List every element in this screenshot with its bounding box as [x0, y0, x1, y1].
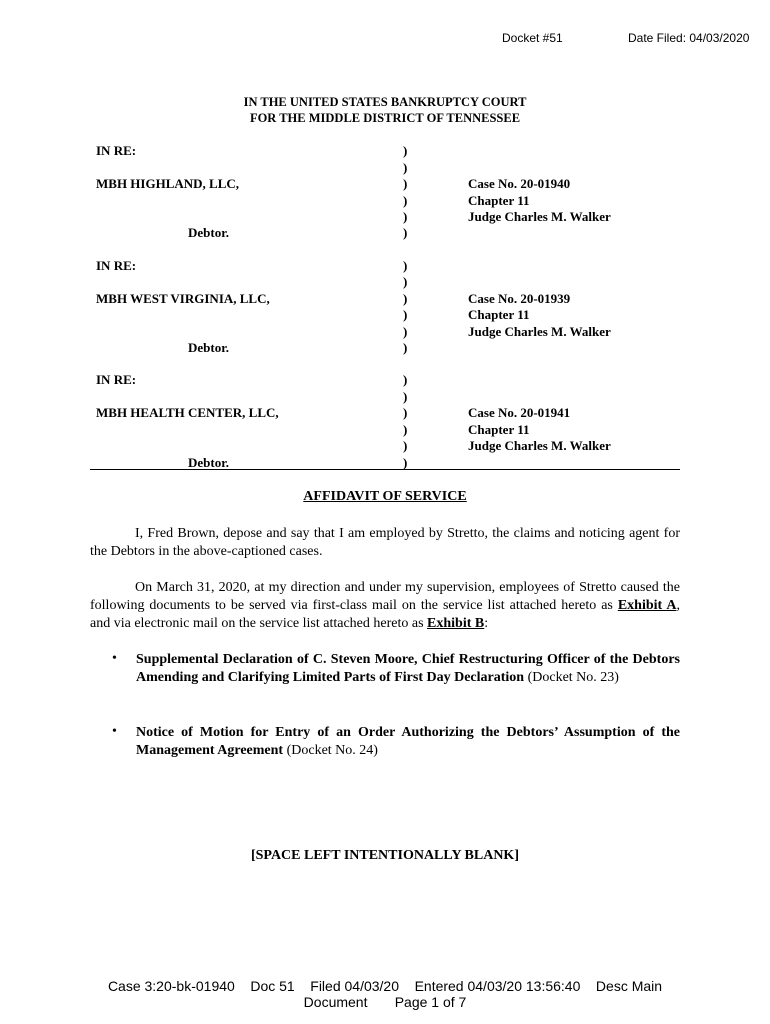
debtor-name: MBH HEALTH CENTER, LLC,: [96, 405, 279, 420]
chapter: Chapter 11: [468, 307, 530, 322]
caption-paren: ): [403, 258, 408, 273]
bullet-icon: •: [112, 724, 117, 739]
served-document-docket: (Docket No. 24): [283, 743, 378, 758]
paragraph-text: :: [484, 616, 489, 631]
chapter: Chapter 11: [468, 422, 530, 437]
caption-paren: ): [403, 291, 408, 306]
caption-paren: ): [403, 274, 408, 289]
debtor-label: Debtor.: [188, 225, 230, 240]
caption-divider: [90, 469, 680, 470]
served-document-title: Notice of Motion for Entry of an Order Authorizing the Debtors’ Assumption of the Management Agreement: [136, 725, 680, 758]
judge: Judge Charles M. Walker: [468, 438, 611, 453]
served-document-item: [136, 724, 680, 760]
caption-paren: ): [403, 307, 408, 322]
bullet-icon: •: [112, 651, 117, 666]
debtor-name: MBH WEST VIRGINIA, LLC,: [96, 291, 270, 306]
caption-paren: ): [403, 143, 408, 158]
judge: Judge Charles M. Walker: [468, 209, 611, 224]
caption-paren: ): [403, 438, 408, 453]
case-number: Case No. 20-01939: [468, 291, 571, 306]
paragraph-service: [90, 579, 680, 633]
case-number: Case No. 20-01940: [468, 176, 571, 191]
in-re-label: IN RE:: [96, 372, 137, 387]
caption-paren: ): [403, 405, 408, 420]
court-name-line1: IN THE UNITED STATES BANKRUPTCY COURT: [243, 95, 527, 109]
caption-paren: ): [403, 209, 408, 224]
docket-number: Docket #51: [502, 31, 563, 45]
debtor-label: Debtor.: [188, 340, 230, 355]
chapter: Chapter 11: [468, 193, 530, 208]
caption-paren: ): [403, 324, 408, 339]
case-number: Case No. 20-01941: [468, 405, 571, 420]
caption-paren: ): [403, 160, 408, 175]
caption-paren: ): [403, 340, 408, 355]
exhibit-a-reference: Exhibit A: [617, 598, 677, 613]
paragraph-text: I, Fred Brown, depose and say that I am employed by Stretto, the claims and noticing agent for the Debtors in the above-captioned cases.: [90, 526, 680, 559]
space-left-blank: [SPACE LEFT INTENTIONALLY BLANK]: [250, 848, 519, 863]
caption-paren: ): [403, 422, 408, 437]
caption-paren: ): [403, 455, 408, 470]
document-title: AFFIDAVIT OF SERVICE: [303, 489, 467, 504]
paragraph-text: On March 31, 2020, at my direction and under my supervision, employees of Stretto caused the following documents to be served via first-class mail on the service list attached hereto as: [90, 580, 680, 613]
exhibit-b-reference: Exhibit B: [427, 616, 485, 631]
footer-case-line: Case 3:20-bk-01940 Doc 51 Filed 04/03/20 Entered 04/03/20 13:56:40 Desc Main: [107, 978, 663, 994]
court-name-line2: FOR THE MIDDLE DISTRICT OF TENNESSEE: [249, 111, 521, 125]
debtor-label: Debtor.: [188, 455, 230, 470]
served-document-title: Supplemental Declaration of C. Steven Moore, Chief Restructuring Officer of the Debtors Amending and Clarifying Limited Parts of First Day Declaration: [136, 652, 680, 685]
caption-paren: ): [403, 372, 408, 387]
caption-paren: ): [403, 193, 408, 208]
paragraph-declarant: [90, 525, 680, 561]
caption-paren: ): [403, 176, 408, 191]
caption-paren: ): [403, 389, 408, 404]
paragraph-text: , and via electronic mail on the service list attached hereto as: [90, 598, 680, 631]
judge: Judge Charles M. Walker: [468, 324, 611, 339]
footer-page-line: Document Page 1 of 7: [303, 994, 467, 1010]
date-filed: Date Filed: 04/03/2020: [628, 31, 750, 45]
debtor-name: MBH HIGHLAND, LLC,: [96, 176, 240, 191]
in-re-label: IN RE:: [96, 143, 137, 158]
in-re-label: IN RE:: [96, 258, 137, 273]
caption-paren: ): [403, 225, 408, 240]
served-document-item: [136, 651, 680, 687]
served-document-docket: (Docket No. 23): [524, 670, 619, 685]
